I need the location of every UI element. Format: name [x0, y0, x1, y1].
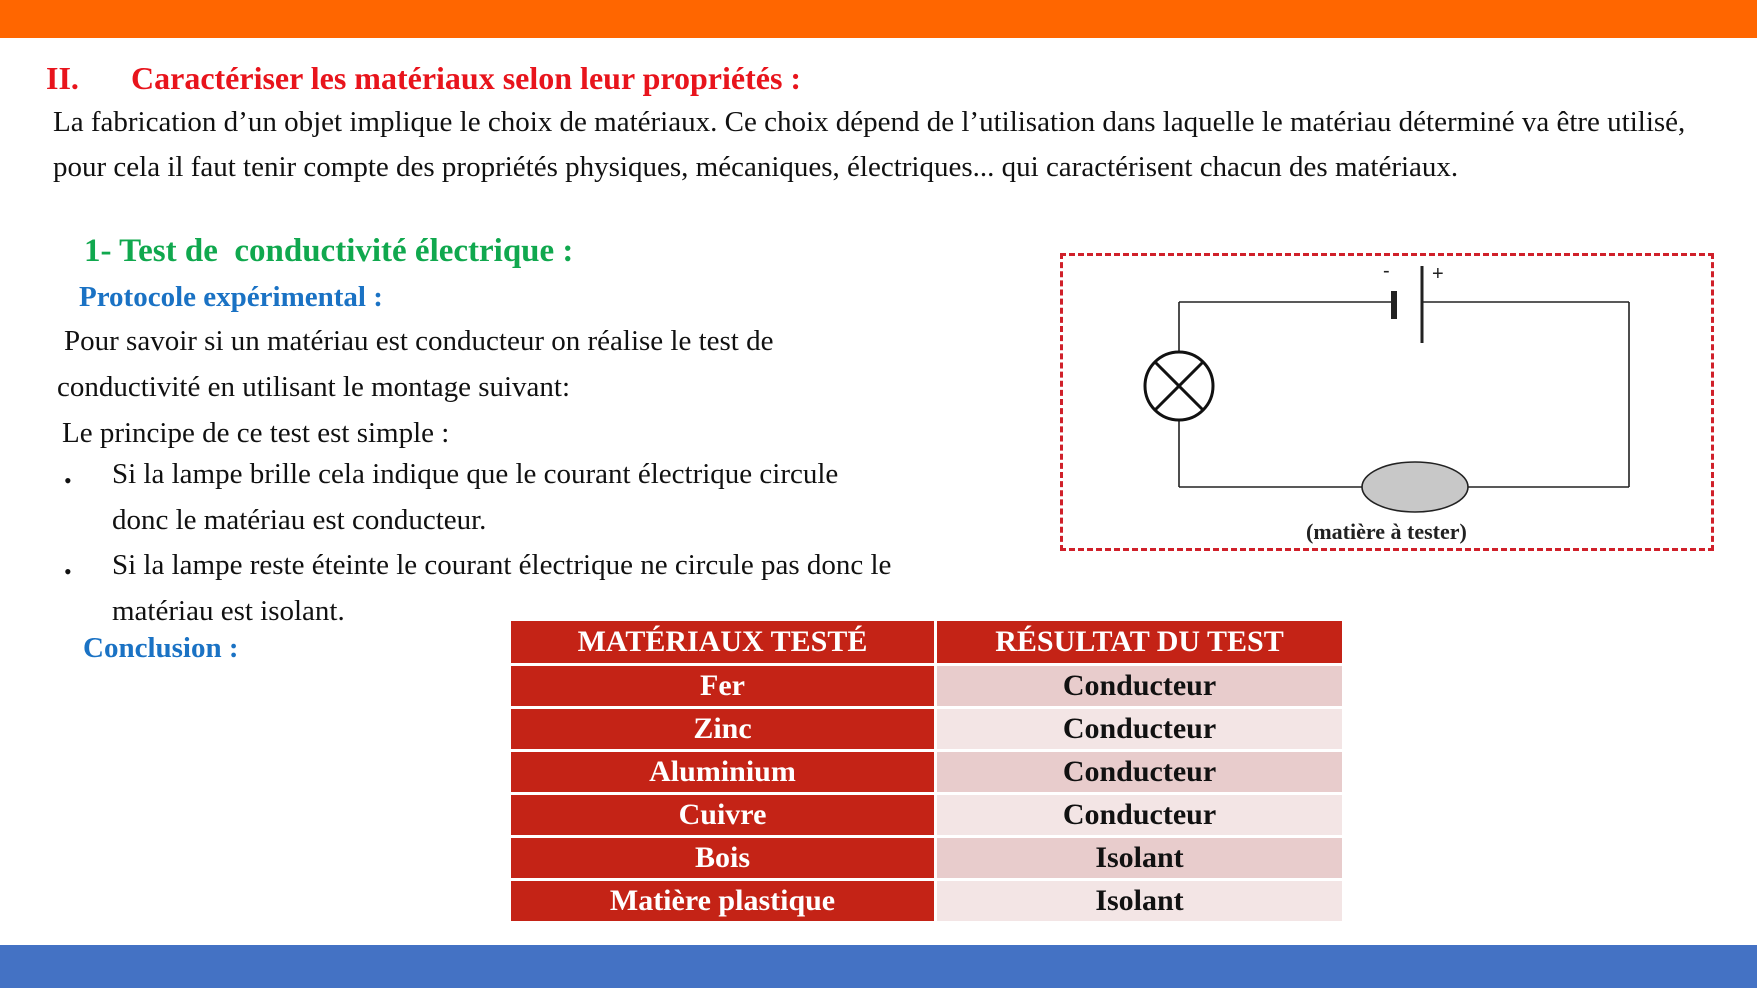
bullet-dot-2: • — [64, 559, 72, 584]
bullet-1-line-2: donc le matériau est conducteur. — [112, 504, 487, 536]
battery-plus-sign: + — [1432, 263, 1444, 285]
result-cell: Isolant — [936, 880, 1344, 923]
result-cell: Isolant — [936, 837, 1344, 880]
table-row — [510, 794, 1344, 837]
table-row — [510, 751, 1344, 794]
result-cell: Conducteur — [936, 708, 1344, 751]
result-cell: Conducteur — [936, 794, 1344, 837]
bullet-2-line-2: matériau est isolant. — [112, 595, 345, 627]
bullet-2-line-1: Si la lampe reste éteinte le courant électrique ne circule pas donc le — [112, 549, 892, 581]
conductivity-test-heading: 1- Test de conductivité électrique : — [84, 233, 574, 269]
conclusion-title: Conclusion : — [83, 632, 239, 664]
protocol-line-1: Pour savoir si un matériau est conducteur on réalise le test de — [64, 325, 774, 357]
lamp-icon — [1145, 352, 1213, 420]
bullet-dot-1: • — [64, 468, 72, 493]
material-cell: Bois — [510, 837, 936, 880]
table-header-row — [510, 620, 1344, 665]
header-result: RÉSULTAT DU TEST — [936, 620, 1344, 665]
material-to-test-label: (matière à tester) — [1306, 519, 1467, 544]
protocol-line-2: conductivité en utilisant le montage suivant: — [57, 371, 571, 403]
principle-line: Le principe de ce test est simple : — [62, 417, 450, 449]
battery-icon — [1394, 266, 1422, 343]
result-cell: Conducteur — [936, 751, 1344, 794]
intro-paragraph: La fabrication d’un objet implique le choix de matériaux. Ce choix dépend de l’utilisation dans laquelle le matériau déterminé va être utilisé, pour cela il faut tenir compte des propriétés physiques, mécaniques, électriques... qui caractérisent chacun des matériaux. — [53, 106, 1686, 183]
top-accent-bar — [0, 0, 1757, 38]
material-cell: Cuivre — [510, 794, 936, 837]
table-row — [510, 837, 1344, 880]
section-heading — [46, 60, 801, 97]
protocol-title: Protocole expérimental : — [79, 281, 383, 313]
bullet-1-line-1: Si la lampe brille cela indique que le courant électrique circule — [112, 458, 839, 490]
section-number: II. — [46, 60, 79, 96]
material-cell: Aluminium — [510, 751, 936, 794]
circuit-diagram — [1060, 253, 1714, 551]
header-material: MATÉRIAUX TESTÉ — [510, 620, 936, 665]
section-title: Caractériser les matériaux selon leur propriétés : — [131, 60, 802, 96]
table-row — [510, 665, 1344, 708]
result-cell: Conducteur — [936, 665, 1344, 708]
material-cell: Zinc — [510, 708, 936, 751]
material-cell: Fer — [510, 665, 936, 708]
battery-minus-sign: - — [1383, 260, 1390, 282]
material-cell: Matière plastique — [510, 880, 936, 923]
test-material-sample — [1362, 462, 1468, 512]
results-table — [508, 618, 1345, 924]
table-row — [510, 708, 1344, 751]
bottom-accent-bar — [0, 945, 1757, 988]
table-row — [510, 880, 1344, 923]
